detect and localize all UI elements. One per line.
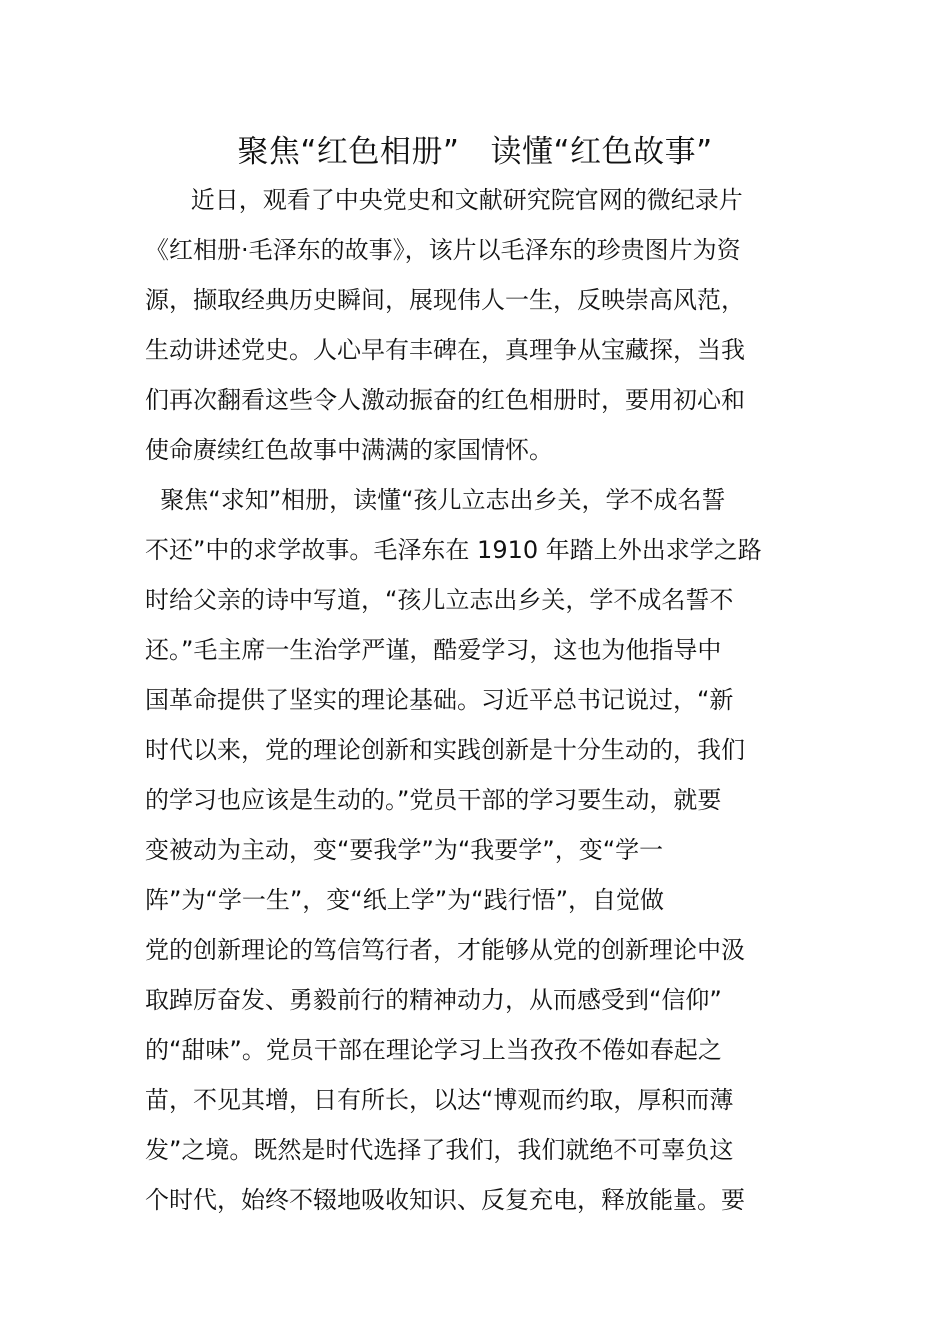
paragraph-line: 时代以来，党的理论创新和实践创新是十分生动的，我们 — [145, 736, 745, 764]
paragraph-line: 阵”为“学一生”，变“纸上学”为“践行悟”，自觉做 — [145, 886, 665, 914]
paragraph-line: 生动讲述党史。人心早有丰碑在，真理争从宝藏探，当我 — [145, 336, 745, 364]
paragraph-line: 取踔厉奋发、勇毅前行的精神动力，从而感受到“信仰” — [145, 986, 722, 1014]
paragraph-line: 《红相册·毛泽东的故事》，该片以毛泽东的珍贵图片为资 — [145, 236, 741, 264]
paragraph-line: 使命赓续红色故事中满满的家国情怀。 — [145, 436, 553, 464]
paragraph-line: 的“甜味”。党员干部在理论学习上当孜孜不倦如春起之 — [145, 1036, 722, 1064]
paragraph-line: 源，撷取经典历史瞬间，展现伟人一生，反映崇高风范， — [145, 286, 745, 314]
paragraph-line: 不还”中的求学故事。毛泽东在 1910 年踏上外出求学之路 — [145, 536, 762, 564]
paragraph-line: 变被动为主动，变“要我学”为“我要学”，变“学一 — [145, 836, 664, 864]
paragraph-line: 个时代，始终不辍地吸收知识、反复充电，释放能量。要 — [145, 1186, 745, 1214]
paragraph-line: 近日，观看了中央党史和文献研究院官网的微纪录片 — [145, 186, 743, 214]
paragraph-line: 党的创新理论的笃信笃行者，才能够从党的创新理论中汲 — [145, 936, 745, 964]
paragraph-line: 国革命提供了坚实的理论基础。习近平总书记说过，“新 — [145, 686, 734, 714]
paragraph-line: 的学习也应该是生动的。”党员干部的学习要生动，就要 — [145, 786, 722, 814]
paragraph-line: 苗，不见其增，日有所长，以达“博观而约取，厚积而薄 — [145, 1086, 734, 1114]
paragraph-line: 们再次翻看这些令人激动振奋的红色相册时，要用初心和 — [145, 386, 745, 414]
paragraph-line: 聚焦“求知”相册，读懂“孩儿立志出乡关，学不成名誓 — [145, 486, 726, 514]
paragraph-line: 发”之境。既然是时代选择了我们，我们就绝不可辜负这 — [145, 1136, 734, 1164]
paragraph-line: 时给父亲的诗中写道，“孩儿立志出乡关，学不成名誓不 — [145, 586, 734, 614]
paragraph-line: 还。”毛主席一生治学严谨，酷爱学习，这也为他指导中 — [145, 636, 722, 664]
document-title: 聚焦“红色相册” 读懂“红色故事” — [237, 134, 713, 170]
